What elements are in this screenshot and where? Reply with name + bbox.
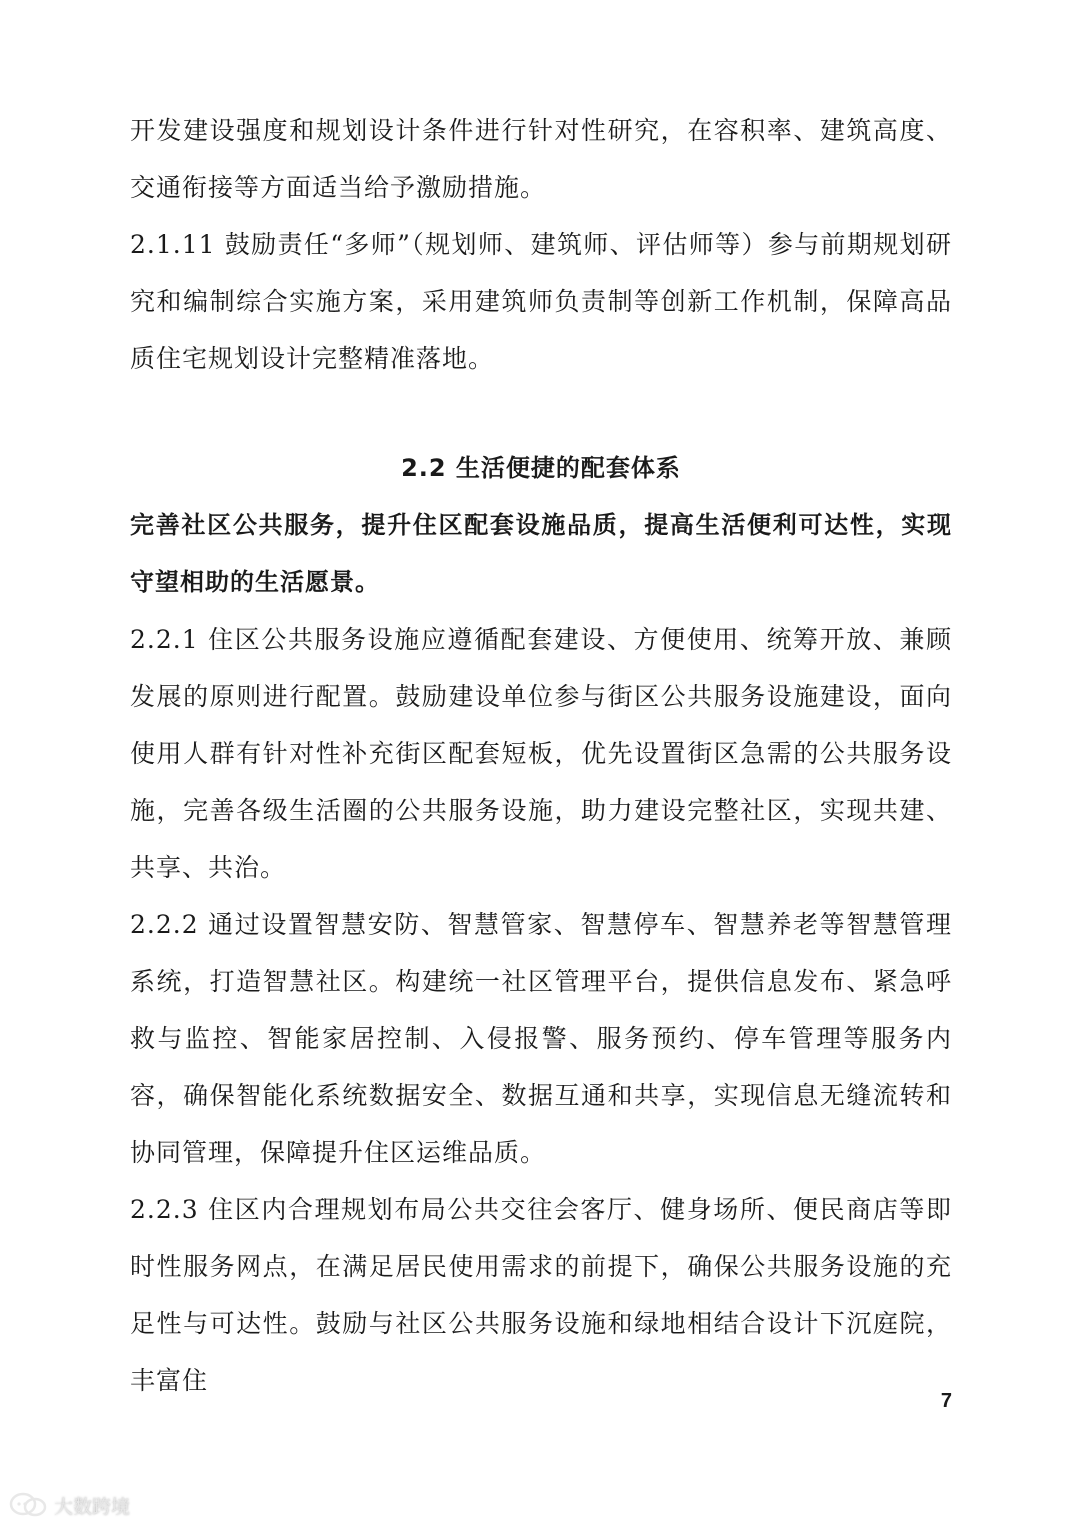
lead-paragraph: 完善社区公共服务，提升住区配套设施品质，提高生活便利可达性，实现守望相助的生活愿景。 — [130, 511, 952, 596]
paragraph-2-2-2: 2.2.2 通过设置智慧安防、智慧管家、智慧停车、智慧养老等智慧管理系统，打造智慧社区。构建统一社区管理平台，提供信息发布、紧急呼救与监控、智能家居控制、入侵报警、服务预约、停车管理等服务内容，确保智能化系统数据安全、数据互通和共享，实现信息无缝流转和协同管理，保障提升住区运维品质。 — [130, 910, 952, 1167]
paragraph-2-1-11: 2.1.11 鼓励责任“多师”（规划师、建筑师、评估师等）参与前期规划研究和编制综合实施方案，采用建筑师负责制等创新工作机制，保障高品质住宅规划设计完整精准落地。 — [130, 230, 952, 373]
watermark-text: 大数跨境 — [54, 1495, 131, 1518]
paragraph-2-2-3: 2.2.3 住区内合理规划布局公共交往会客厅、健身场所、便民商店等即时性服务网点，在满足居民使用需求的前提下，确保公共服务设施的充足性与可达性。鼓励与社区公共服务设施和绿地相结合设计下沉庭院，丰富住 — [130, 1195, 952, 1395]
paragraph-2-2-1: 2.2.1 住区公共服务设施应遵循配套建设、方便使用、统筹开放、兼顾发展的原则进行配置。鼓励建设单位参与街区公共服务设施建设，面向使用人群有针对性补充街区配套短板，优先设置街区急需的公共服务设施，完善各级生活圈的公共服务设施，助力建设完整社区，实现共建、共享、共治。 — [130, 625, 952, 882]
watermark — [8, 1488, 130, 1522]
page-number: 7 — [940, 1390, 952, 1412]
section-heading: 2.2 生活便捷的配套体系 — [401, 454, 681, 482]
section-2-2-block — [130, 440, 952, 1409]
chat-bubble-logo-icon — [8, 1490, 48, 1520]
top-text-block — [130, 102, 952, 387]
paragraph-continuation: 开发建设强度和规划设计条件进行针对性研究，在容积率、建筑高度、交通衔接等方面适当给予激励措施。 — [130, 116, 952, 202]
